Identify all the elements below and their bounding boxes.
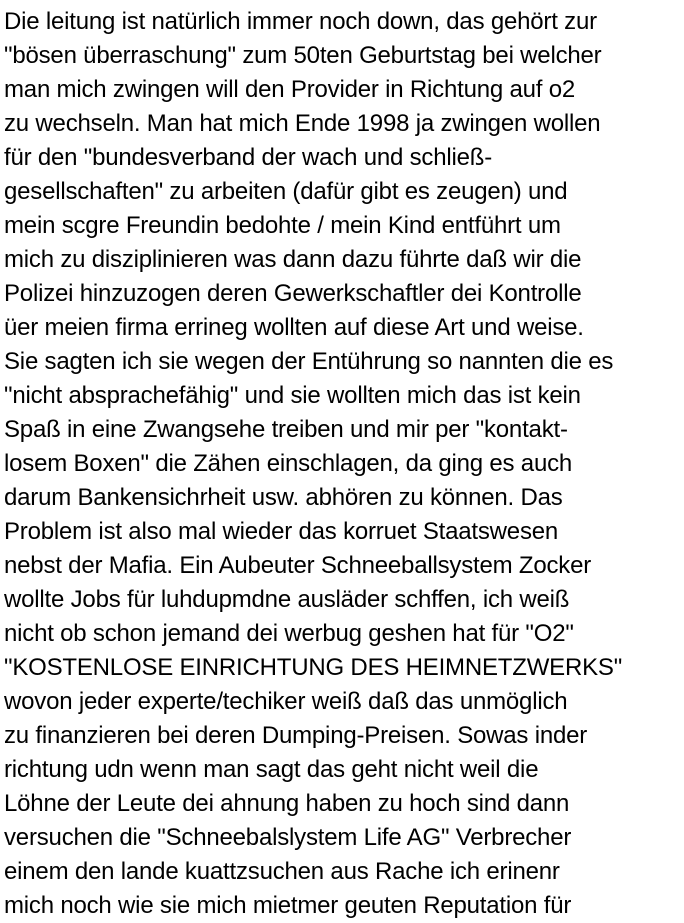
text-line: zu finanzieren bei deren Dumping-Preisen. Sowas inder [4, 722, 588, 749]
text-line: für den "bundesverband der wach und schließ- [4, 144, 493, 171]
text-line: nicht ob schon jemand dei werbug geshen hat für "O2" [4, 620, 574, 647]
paragraph-text [4, 5, 682, 923]
text-line: mich noch wie sie mich mietmer geuten Reputation für [4, 892, 572, 919]
text-line: man mich zwingen will den Provider in Richtung auf o2 [4, 76, 576, 103]
text-line: üer meien firma errineg wollten auf diese Art und weise. [4, 314, 584, 341]
text-line: "bösen überraschung" zum 50ten Geburtstag bei welcher [4, 42, 602, 69]
text-line: Spaß in eine Zwangsehe treiben und mir per "kontakt- [4, 416, 568, 443]
text-line: darum Bankensichrheit usw. abhören zu können. Das [4, 484, 563, 511]
text-line: nebst der Mafia. Ein Aubeuter Schneeballsystem Zocker [4, 552, 592, 579]
text-line: versuchen die "Schneebalslystem Life AG" Verbrecher [4, 824, 572, 851]
text-line: Die leitung ist natürlich immer noch down, das gehört zur [4, 8, 597, 35]
text-line: richtung udn wenn man sagt das geht nicht weil die [4, 756, 539, 783]
text-line: losem Boxen" die Zähen einschlagen, da ging es auch [4, 450, 573, 477]
text-line: "KOSTENLOSE EINRICHTUNG DES HEIMNETZWERKS" [4, 654, 623, 681]
text-line: gesellschaften" zu arbeiten (dafür gibt es zeugen) und [4, 178, 568, 205]
text-line: wollte Jobs für luhdupmdne ausläder schffen, ich weiß [4, 586, 570, 613]
text-line: zu wechseln. Man hat mich Ende 1998 ja zwingen wollen [4, 110, 601, 137]
text-line: Polizei hinzuzogen deren Gewerkschaftler dei Kontrolle [4, 280, 582, 307]
text-line: mich zu disziplinieren was dann dazu führte daß wir die [4, 246, 582, 273]
text-line: mein scgre Freundin bedohte / mein Kind entführt um [4, 212, 561, 239]
text-line: Problem ist also mal wieder das korruet Staatswesen [4, 518, 559, 545]
text-line: Löhne der Leute dei ahnung haben zu hoch sind dann [4, 790, 570, 817]
text-line: Sie sagten ich sie wegen der Entührung so nannten die es [4, 348, 614, 375]
text-line: "nicht absprachefähig" und sie wollten mich das ist kein [4, 382, 581, 409]
text-line: wovon jeder experte/techiker weiß daß das unmöglich [4, 688, 568, 715]
text-line: einem den lande kuattzsuchen aus Rache ich erinenr [4, 858, 560, 885]
